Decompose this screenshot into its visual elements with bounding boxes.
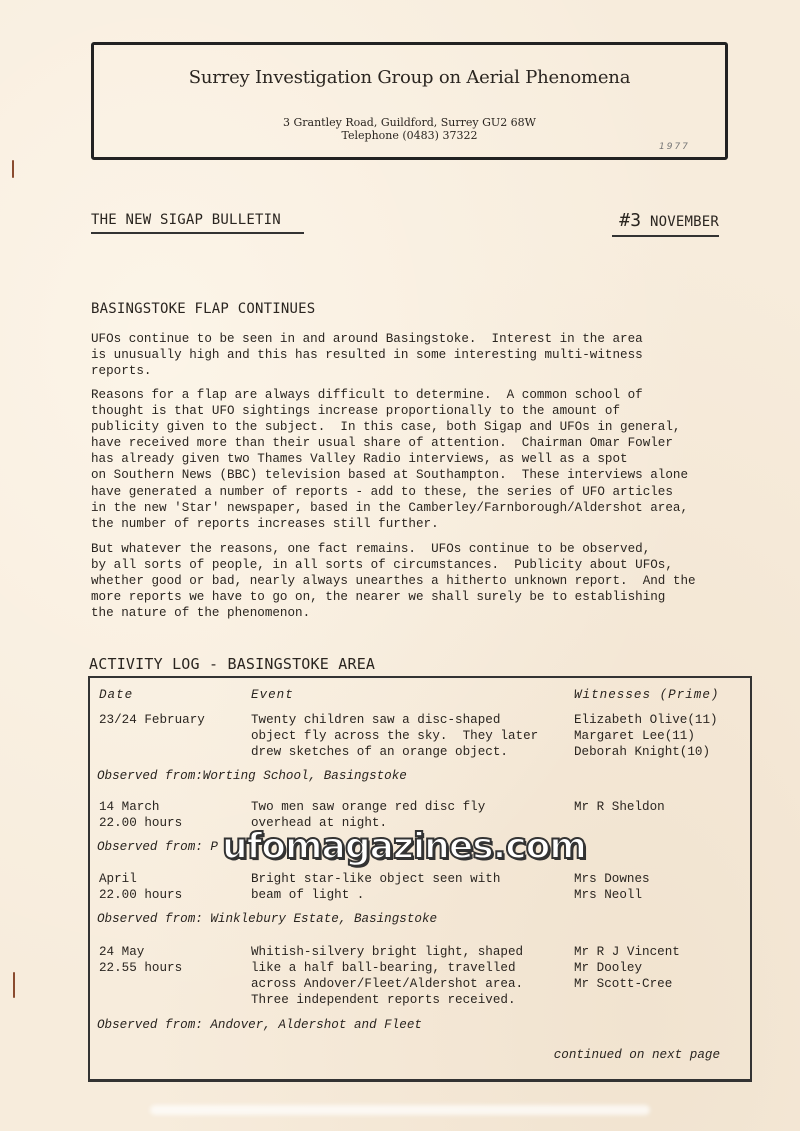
entry-observed-from: Observed from:Worting School, Basingstoke [97,769,407,783]
correction-fluid-mark [150,1105,650,1115]
article-paragraph: Reasons for a flap are always difficult to determine. A common school of thought is that UFO sightings increase proportionally to the amount of publicity given to the subject. In this case, both Sigap and UFOs in general, have received more than their usual share of attention. Chairman Omar Fowler has already given two Thames Valley Radio interviews, as well as a spot on Southern News (BBC) television based at Southampton. These interviews alone have generated a number of reports - add to these, the series of UFO articles in the new 'Star' newspaper, based in the Camberley/Farnborough/Aldershot area, the number of reports increases still further. [91,388,689,531]
organization-name: Surrey Investigation Group on Aerial Phenomena [188,67,631,88]
entry-date: 14 March 22.00 hours [99,800,183,831]
entry-date: April 22.00 hours [99,872,183,903]
article-title: BASINGSTOKE FLAP CONTINUES [91,301,316,317]
address-line: 3 Grantley Road, Guildford, Surrey GU2 68W [283,116,536,129]
entry-observed-from: Observed from: Winklebury Estate, Basingstoke [97,912,438,926]
bulletin-title: THE NEW SIGAP BULLETIN [91,212,304,234]
binding-mark [13,972,15,998]
entry-event: Bright star-like object seen with beam of light . [251,872,501,903]
continued-note: continued on next page [553,1048,720,1062]
entry-event: Whitish-silvery bright light, shaped like a half ball-bearing, travelled across Andover/Fleet/Aldershot area. Three independent reports received. [251,945,524,1008]
activity-log-title: ACTIVITY LOG - BASINGSTOKE AREA [89,655,376,673]
organization-address [94,116,725,142]
telephone-line: Telephone (0483) 37322 [341,129,478,142]
entry-date: 24 May 22.55 hours [99,945,183,976]
entry-witnesses: Mrs Downes Mrs Neoll [574,872,650,903]
activity-log-table [88,676,752,1082]
entry-witnesses: Mr R J Vincent Mr Dooley Mr Scott-Cree [574,945,680,992]
article-paragraph: But whatever the reasons, one fact remains. UFOs continue to be observed, by all sorts of people, in all sorts of circumstances. Publicity about UFOs, whether good or bad, nearly always unearthes a hitherto unknown report. And the more reports we have to go on, the nearer we shall surely be to establishing the nature of the phenomenon. [91,542,696,621]
column-header-witnesses: Witnesses (Prime) [574,688,720,702]
entry-witnesses: Mr R Sheldon [574,800,665,814]
entry-observed-from: Observed from: Andover, Aldershot and Fleet [97,1018,422,1032]
letterhead-box [91,42,728,160]
issue-number: #3 [619,210,642,231]
entry-event: Two men saw orange red disc fly overhead at night. [251,800,486,831]
entry-event: Twenty children saw a disc-shaped object fly across the sky. They later drew sketches of an orange object. [251,713,539,760]
watermark: ufomagazines.com [222,826,586,867]
column-header-date: Date [99,688,134,702]
entry-observed-from: Observed from: P [97,840,218,854]
issue-month: NOVEMBER [649,214,719,230]
issue-label [612,210,719,237]
entry-date: 23/24 February [99,713,205,727]
column-header-event: Event [251,688,294,702]
entry-witnesses: Elizabeth Olive(11) Margaret Lee(11) Deborah Knight(10) [574,713,718,760]
binding-mark [12,160,14,178]
handwritten-year: 1977 [659,142,690,152]
article-paragraph: UFOs continue to be seen in and around Basingstoke. Interest in the area is unusually high and this has resulted in some interesting multi-witness reports. [91,332,643,379]
